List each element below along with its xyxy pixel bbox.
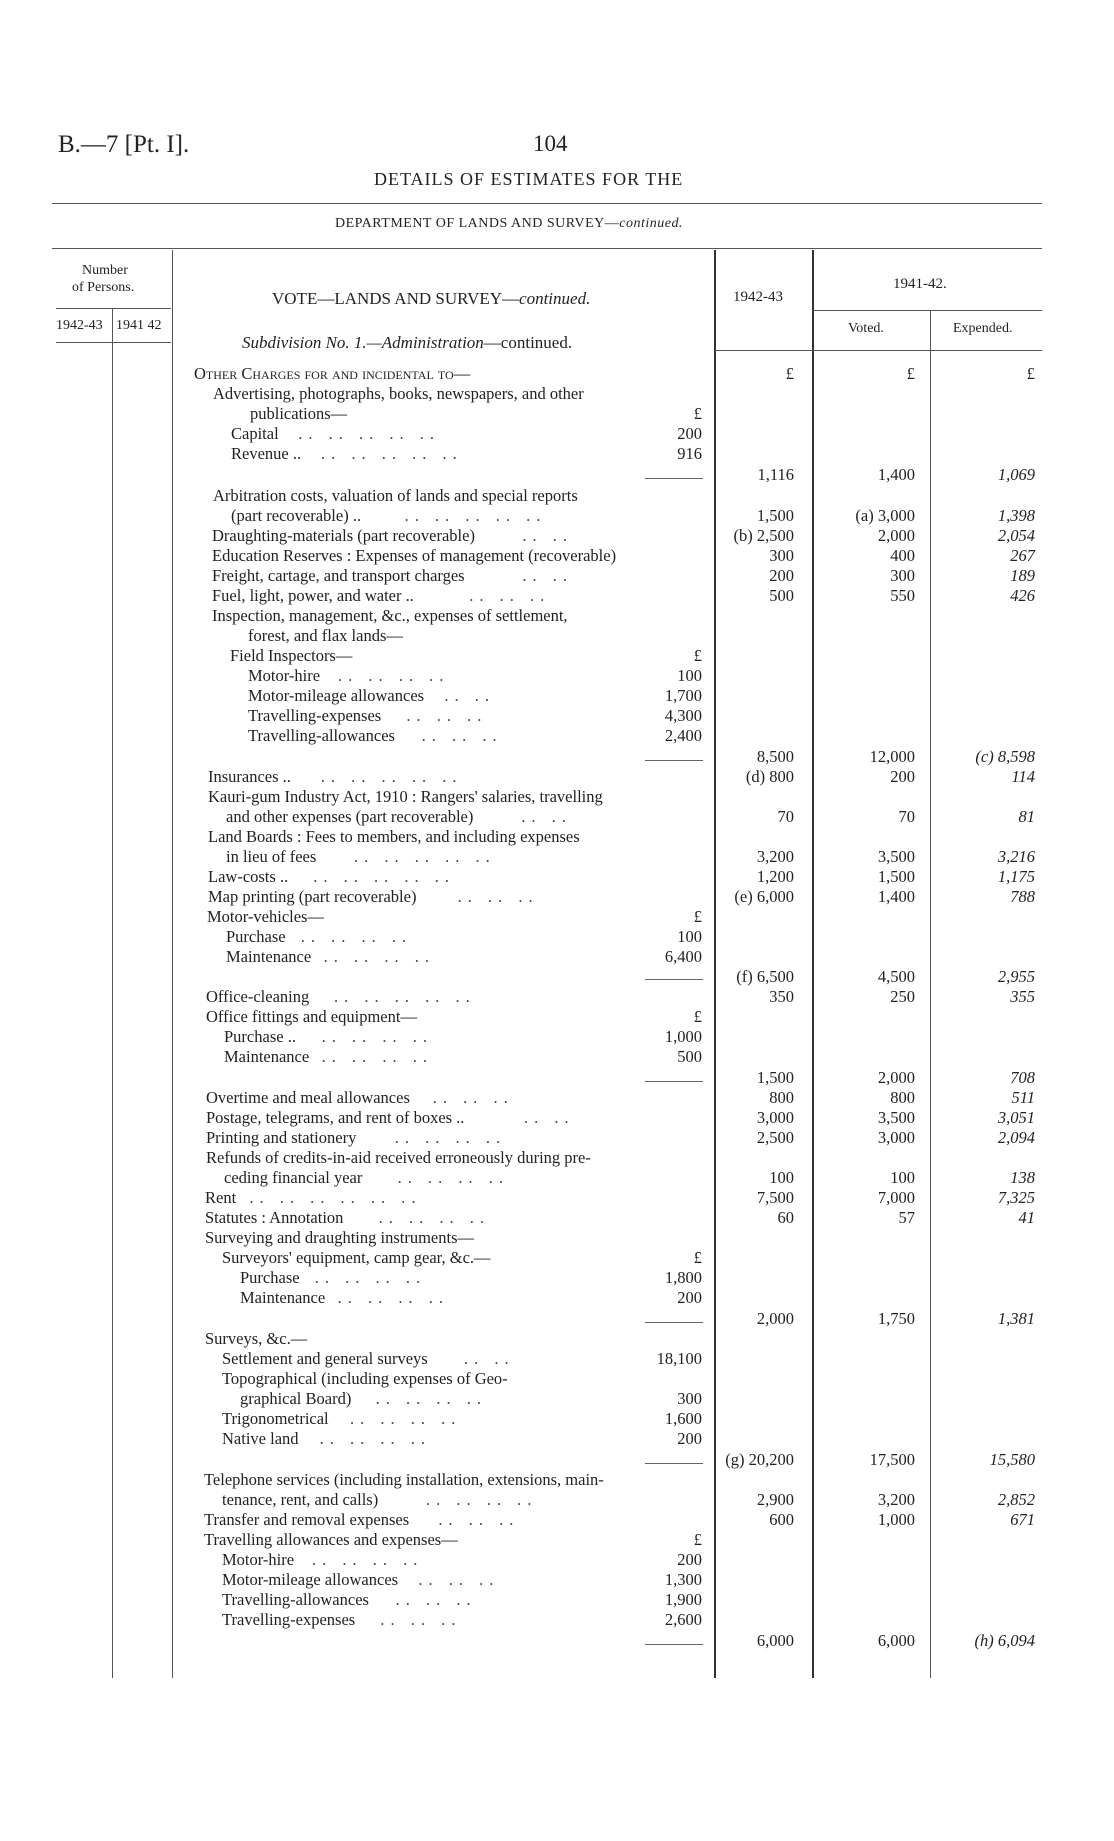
amount-expended: 138 (1010, 1168, 1035, 1187)
leader-dots: .. .. .. .. (397, 1168, 509, 1187)
amount-expended: 1,175 (997, 867, 1035, 886)
sub-amount: 200 (677, 1429, 702, 1448)
item-label: ceding financial year (224, 1168, 363, 1187)
persons-label-2: of Persons. (72, 280, 135, 295)
leader-dots: .. .. .. (418, 1570, 500, 1589)
amount-expended: (c) 8,598 (975, 747, 1035, 766)
table-row (0, 1148, 1114, 1168)
leader-dots: .. .. .. .. (321, 1027, 433, 1046)
amount-1942-43: 3,000 (756, 1108, 794, 1127)
leader-dots: .. .. .. .. .. (404, 506, 547, 525)
sub-amount: 100 (677, 666, 702, 685)
leader-dots: .. .. .. (432, 1088, 514, 1107)
amount-1942-43: 6,000 (756, 1631, 794, 1650)
sub-amount: 1,900 (664, 1590, 702, 1609)
table-row (0, 1470, 1114, 1490)
item-label: Motor-mileage allowances (222, 1570, 399, 1589)
leader-dots: .. .. .. .. (394, 1128, 507, 1147)
leader-dots: .. .. .. .. (337, 1288, 449, 1307)
table-row (0, 887, 1114, 907)
amount-voted: 1,000 (877, 1510, 915, 1529)
table-row (0, 1349, 1114, 1369)
amount-1942-43: (b) 2,500 (733, 526, 794, 545)
department-subtitle: DEPARTMENT OF LANDS AND SURVEY—continued. (335, 216, 683, 231)
sub-amount: 2,400 (664, 726, 702, 745)
table-row (0, 1570, 1114, 1590)
table-row (0, 967, 1114, 987)
table-row (0, 1429, 1114, 1449)
leader-dots: .. .. (444, 686, 496, 705)
leader-dots: .. .. .. (395, 1590, 477, 1609)
item-label: Surveyors' equipment, camp gear, &c.— (222, 1248, 491, 1267)
table-row (0, 444, 1114, 464)
item-label: Freight, cartage, and transport charges (212, 566, 465, 585)
leader-dots: .. .. .. .. (338, 666, 450, 685)
table-row (0, 987, 1114, 1007)
sub-amount: 200 (677, 1550, 702, 1569)
amount-expended: 355 (1010, 987, 1035, 1006)
amount-1942-43: 1,500 (756, 506, 794, 525)
amount-voted: 3,500 (877, 1108, 915, 1127)
leader-dots: .. .. .. .. .. (320, 767, 463, 786)
item-label: Motor-mileage allowances (248, 686, 425, 705)
item-label: Maintenance (224, 1047, 310, 1066)
table-row (0, 686, 1114, 706)
persons-label-1: Number (82, 263, 128, 278)
persons-year-1941: 1941 42 (116, 318, 162, 333)
item-label: Travelling-allowances (222, 1590, 369, 1609)
amount-expended: 1,381 (997, 1309, 1035, 1328)
amount-expended: £ (1026, 364, 1035, 383)
amount-voted: 100 (890, 1168, 915, 1187)
item-label: Travelling-expenses (222, 1610, 356, 1629)
item-label: Travelling-allowances (248, 726, 395, 745)
amount-expended: 15,580 (989, 1450, 1035, 1469)
leader-dots: .. .. (522, 526, 574, 545)
table-row (0, 1530, 1114, 1550)
item-label: Arbitration costs, valuation of lands and special reports (213, 486, 578, 505)
amount-expended: 2,852 (997, 1490, 1035, 1509)
item-label: Trigonometrical (222, 1409, 329, 1428)
col-year-rule (813, 310, 1042, 311)
table-row (0, 364, 1114, 384)
item-label: Motor-hire (222, 1550, 295, 1569)
amount-1942-43: 8,500 (756, 747, 794, 766)
amount-expended: 511 (1011, 1088, 1035, 1107)
item-label: Purchase (240, 1268, 300, 1287)
item-label: Transfer and removal expenses (204, 1510, 410, 1529)
item-label: forest, and flax lands— (248, 626, 403, 645)
leader-dots: .. .. .. (421, 726, 503, 745)
item-label: Settlement and general surveys (222, 1349, 428, 1368)
amount-voted: 200 (890, 767, 915, 786)
amount-voted: 2,000 (877, 526, 915, 545)
amount-expended: 671 (1010, 1510, 1035, 1529)
amount-expended: 3,051 (997, 1108, 1035, 1127)
item-label: Land Boards : Fees to members, and including expenses (208, 827, 580, 846)
table-row (0, 1068, 1114, 1088)
amount-voted: 17,500 (869, 1450, 915, 1469)
leader-dots: .. .. .. .. (323, 947, 435, 966)
table-row (0, 1631, 1114, 1651)
leader-dots: .. .. .. (380, 1610, 462, 1629)
leader-dots: .. .. .. .. (312, 1550, 424, 1569)
table-row (0, 606, 1114, 626)
amount-expended: 1,069 (997, 465, 1035, 484)
amount-voted: 550 (890, 586, 915, 605)
item-label: Maintenance (226, 947, 312, 966)
sub-amount: 1,800 (664, 1268, 702, 1287)
amount-voted: 250 (890, 987, 915, 1006)
table-row (0, 867, 1114, 887)
item-label: Purchase .. (224, 1027, 296, 1046)
amount-voted: 4,500 (877, 967, 915, 986)
item-label: Education Reserves : Expenses of management (recoverable) (212, 546, 617, 565)
leader-dots: .. .. .. .. (319, 1429, 431, 1448)
table-row (0, 506, 1114, 526)
item-label: Statutes : Annotation (205, 1208, 344, 1227)
sub-amount: 500 (677, 1047, 702, 1066)
table-row (0, 1610, 1114, 1630)
vote-heading: VOTE—LANDS AND SURVEY—continued. (272, 289, 591, 308)
amount-voted: 300 (890, 566, 915, 585)
table-row (0, 546, 1114, 566)
table-row (0, 1188, 1114, 1208)
amount-expended: 3,216 (997, 847, 1035, 866)
table-row (0, 626, 1114, 646)
sub-amount: 18,100 (656, 1349, 702, 1368)
table-row (0, 465, 1114, 485)
amount-voted: 3,500 (877, 847, 915, 866)
amount-1942-43: 3,200 (756, 847, 794, 866)
leader-dots: .. .. .. (438, 1510, 520, 1529)
table-row (0, 726, 1114, 746)
amount-1942-43: 1,116 (757, 465, 794, 484)
sub-amount: 2,600 (664, 1610, 702, 1629)
sub-amount: £ (693, 1007, 702, 1026)
sub-amount: £ (693, 646, 702, 665)
page-title: DETAILS OF ESTIMATES FOR THE (374, 169, 684, 189)
sub-amount: 200 (677, 424, 702, 443)
item-label: Kauri-gum Industry Act, 1910 : Rangers' salaries, travelling (208, 787, 603, 806)
sub-amount: £ (693, 907, 702, 926)
amount-1942-43: 70 (777, 807, 794, 826)
amount-voted: 7,000 (877, 1188, 915, 1207)
sub-amount: 916 (677, 444, 702, 463)
col-expended: Expended. (953, 321, 1013, 336)
amount-voted: 1,750 (877, 1309, 915, 1328)
item-label: Field Inspectors— (230, 646, 353, 665)
table-row (0, 1268, 1114, 1288)
amount-1942-43: (e) 6,000 (734, 887, 794, 906)
item-label: Capital (231, 424, 279, 443)
table-row (0, 486, 1114, 506)
table-row (0, 847, 1114, 867)
table-row (0, 907, 1114, 927)
item-label: Topographical (including expenses of Geo- (222, 1369, 508, 1388)
leader-dots: .. .. .. .. (300, 927, 413, 946)
amount-1942-43: (d) 800 (745, 767, 794, 786)
sub-amount: 200 (677, 1288, 702, 1307)
leader-dots: .. .. .. .. .. (354, 847, 496, 866)
table-row (0, 1490, 1114, 1510)
title-rule (52, 203, 1042, 204)
sub-amount: 1,600 (664, 1409, 702, 1428)
item-label: Refunds of credits-in-aid received erroneously during pre- (206, 1148, 591, 1167)
amount-voted: 57 (898, 1208, 915, 1227)
item-label: Travelling allowances and expenses— (204, 1530, 458, 1549)
amount-1942-43: 1,500 (756, 1068, 794, 1087)
item-label: Surveys, &c.— (205, 1329, 308, 1348)
table-row (0, 1108, 1114, 1128)
item-label: Fuel, light, power, and water .. (212, 586, 414, 605)
table-row (0, 526, 1114, 546)
amount-1942-43: 2,000 (756, 1309, 794, 1328)
sub-amount: 1,000 (664, 1027, 702, 1046)
item-label: Draughting-materials (part recoverable) (212, 526, 475, 545)
item-label: Postage, telegrams, and rent of boxes .. (206, 1108, 465, 1127)
table-row (0, 404, 1114, 424)
leader-dots: .. .. .. .. (375, 1389, 487, 1408)
col-1942-43: 1942-43 (733, 289, 783, 305)
amount-expended: 2,094 (997, 1128, 1035, 1147)
item-label: Maintenance (240, 1288, 326, 1307)
amount-1942-43: 800 (769, 1088, 794, 1107)
table-row (0, 947, 1114, 967)
sub-amount: 6,400 (664, 947, 702, 966)
item-label: and other expenses (part recoverable) (226, 807, 474, 826)
item-label: Advertising, photographs, books, newspapers, and other (213, 384, 584, 403)
amount-1942-43: 600 (769, 1510, 794, 1529)
table-row (0, 1288, 1114, 1308)
table-row (0, 787, 1114, 807)
table-row (0, 1088, 1114, 1108)
table-row (0, 706, 1114, 726)
amount-1942-43: (g) 20,200 (725, 1450, 794, 1469)
item-label: Law-costs .. (208, 867, 289, 886)
amount-voted: 1,500 (877, 867, 915, 886)
amount-voted: 1,400 (877, 465, 915, 484)
leader-dots: .. .. .. .. (426, 1490, 538, 1509)
col-voted: Voted. (848, 321, 884, 336)
amount-expended: 426 (1010, 586, 1035, 605)
item-label: Motor-hire (248, 666, 321, 685)
table-row (0, 1389, 1114, 1409)
amount-1942-43: 2,900 (756, 1490, 794, 1509)
amount-voted: 70 (898, 807, 915, 826)
item-label: Overtime and meal allowances (206, 1088, 410, 1107)
sub-amount: £ (693, 404, 702, 423)
leader-dots: .. .. .. .. (378, 1208, 490, 1227)
leader-dots: .. .. .. .. .. (321, 444, 463, 463)
amount-expended: 41 (1018, 1208, 1035, 1227)
amount-1942-43: 200 (769, 566, 794, 585)
table-row (0, 424, 1114, 444)
sub-amount: 1,300 (664, 1570, 702, 1589)
item-label: Inspection, management, &c., expenses of settlement, (212, 606, 568, 625)
leader-dots: .. .. .. .. .. .. (249, 1188, 422, 1207)
leader-dots: .. .. .. .. .. (298, 424, 440, 443)
table-row (0, 1510, 1114, 1530)
amount-voted: 1,400 (877, 887, 915, 906)
leader-dots: .. .. .. .. (314, 1268, 427, 1287)
table-row (0, 767, 1114, 787)
amount-expended: 2,955 (997, 967, 1035, 986)
table-row (0, 927, 1114, 947)
table-row (0, 1309, 1114, 1329)
amount-voted: 12,000 (869, 747, 915, 766)
subdivision-heading: Subdivision No. 1.—Administration—continued. (242, 333, 573, 352)
sub-amount: £ (693, 1530, 702, 1549)
leader-dots: .. .. (524, 1108, 575, 1127)
page-number: 104 (533, 131, 568, 156)
item-label: in lieu of fees (226, 847, 317, 866)
item-label: Other Charges for and incidental to— (194, 364, 471, 383)
persons-year-1942: 1942-43 (56, 318, 103, 333)
table-row (0, 646, 1114, 666)
item-label: Revenue .. (231, 444, 302, 463)
item-label: Motor-vehicles— (207, 907, 324, 926)
sub-amount: 4,300 (664, 706, 702, 725)
amount-expended: 189 (1010, 566, 1035, 585)
amount-expended: 7,325 (997, 1188, 1035, 1207)
sub-amount: £ (693, 1248, 702, 1267)
table-row (0, 1329, 1114, 1349)
item-label: Insurances .. (208, 767, 291, 786)
table-row (0, 1369, 1114, 1389)
amount-1942-43: 500 (769, 586, 794, 605)
amount-expended: 267 (1010, 546, 1035, 565)
leader-dots: .. .. .. (469, 586, 551, 605)
leader-dots: .. .. (521, 807, 572, 826)
document-code: B.—7 [Pt. I]. (58, 131, 190, 158)
amount-expended: 2,054 (997, 526, 1035, 545)
item-label: Office fittings and equipment— (206, 1007, 417, 1026)
leader-dots: .. .. .. .. (321, 1047, 433, 1066)
amount-voted: 6,000 (877, 1631, 915, 1650)
item-label: publications— (250, 404, 348, 423)
amount-1942-43: 60 (777, 1208, 794, 1227)
item-label: Map printing (part recoverable) (208, 887, 417, 906)
leader-dots: .. .. .. .. .. (334, 987, 476, 1006)
item-label: Travelling-expenses (248, 706, 382, 725)
amount-1942-43: 100 (769, 1168, 794, 1187)
table-row (0, 666, 1114, 686)
amount-expended: 708 (1010, 1068, 1035, 1087)
persons-rule (56, 308, 171, 309)
leader-dots: .. .. (522, 566, 574, 585)
amount-voted: 3,000 (877, 1128, 915, 1147)
leader-dots: .. .. (464, 1349, 515, 1368)
table-row (0, 586, 1114, 606)
leader-dots: .. .. .. (457, 887, 539, 906)
table-row (0, 1409, 1114, 1429)
amount-voted: 3,200 (877, 1490, 915, 1509)
item-label: Telephone services (including installation, extensions, main- (204, 1470, 604, 1489)
table-row (0, 1248, 1114, 1268)
leader-dots: .. .. .. (406, 706, 488, 725)
amount-1942-43: £ (785, 364, 794, 383)
amount-voted: (a) 3,000 (855, 506, 915, 525)
amount-voted: £ (906, 364, 915, 383)
table-row (0, 1550, 1114, 1570)
table-row (0, 1128, 1114, 1148)
amount-expended: 788 (1010, 887, 1035, 906)
item-label: (part recoverable) .. (231, 506, 362, 525)
header-top-rule (52, 248, 1042, 249)
table-row (0, 1047, 1114, 1067)
amount-expended: 114 (1011, 767, 1035, 786)
amount-expended: (h) 6,094 (974, 1631, 1035, 1650)
col-header-bottom-rule (715, 350, 1042, 351)
table-row (0, 1208, 1114, 1228)
table-row (0, 1228, 1114, 1248)
table-row (0, 1450, 1114, 1470)
amount-expended: 1,398 (997, 506, 1035, 525)
amount-1942-43: 350 (769, 987, 794, 1006)
persons-rule-2 (56, 342, 171, 343)
amount-1942-43: 1,200 (756, 867, 794, 886)
leader-dots: .. .. .. .. (350, 1409, 462, 1428)
item-label: Native land (222, 1429, 299, 1448)
amount-voted: 2,000 (877, 1068, 915, 1087)
amount-voted: 400 (890, 546, 915, 565)
amount-1942-43: 7,500 (756, 1188, 794, 1207)
item-label: Office-cleaning (206, 987, 310, 1006)
amount-1942-43: 2,500 (756, 1128, 794, 1147)
leader-dots: .. .. .. .. .. (313, 867, 455, 886)
table-row (0, 1027, 1114, 1047)
table-row (0, 1007, 1114, 1027)
item-label: Printing and stationery (206, 1128, 357, 1147)
amount-voted: 800 (890, 1088, 915, 1107)
amount-1942-43: (f) 6,500 (736, 967, 794, 986)
item-label: Rent (205, 1188, 237, 1207)
table-row (0, 827, 1114, 847)
table-row (0, 566, 1114, 586)
table-row (0, 807, 1114, 827)
col-1941-42: 1941-42. (893, 276, 947, 292)
sub-amount: 1,700 (664, 686, 702, 705)
item-label: Purchase (226, 927, 286, 946)
sub-amount: 300 (677, 1389, 702, 1408)
table-row (0, 747, 1114, 767)
item-label: tenance, rent, and calls) (222, 1490, 379, 1509)
item-label: Surveying and draughting instruments— (205, 1228, 475, 1247)
amount-1942-43: 300 (769, 546, 794, 565)
item-label: graphical Board) (240, 1389, 352, 1408)
table-row (0, 1590, 1114, 1610)
table-row (0, 384, 1114, 404)
amount-expended: 81 (1018, 807, 1035, 826)
sub-amount: 100 (677, 927, 702, 946)
table-row (0, 1168, 1114, 1188)
